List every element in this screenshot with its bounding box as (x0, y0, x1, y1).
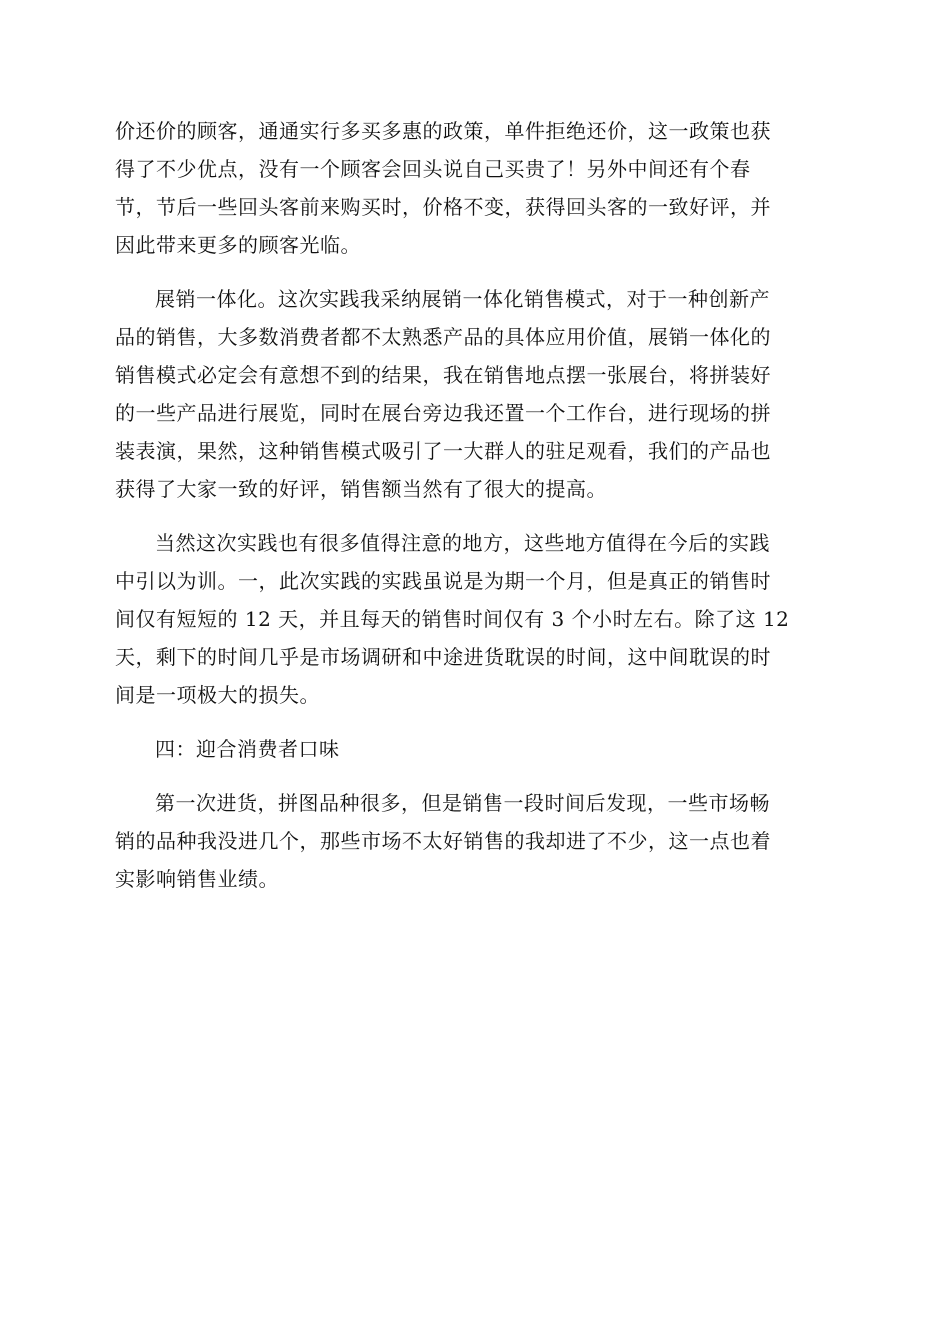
text-line: 展销一体化。这次实践我采纳展销一体化销售模式，对于一种创新产 (155, 287, 770, 311)
text-line: 中引以为训。一，此次实践的实践虽说是为期一个月，但是真正的销售时 (115, 569, 771, 593)
text-line: 价还价的顾客，通通实行多买多惠的政策，单件拒绝还价，这一政策也获 (115, 119, 771, 143)
text-line: 得了不少优点，没有一个顾客会回头说自己买贵了！另外中间还有个春 (115, 157, 751, 181)
paragraph-gap (115, 264, 835, 280)
text-line: 第一次进货，拼图品种很多，但是销售一段时间后发现，一些市场畅 (155, 791, 770, 815)
paragraph-gap (115, 714, 835, 730)
paragraph-pricing-policy (115, 112, 835, 264)
text-line: 装表演，果然，这种销售模式吸引了一大群人的驻足观看，我们的产品也 (115, 439, 771, 463)
text-line: 销售模式必定会有意想不到的结果，我在销售地点摆一张展台，将拼装好 (115, 363, 771, 387)
text-line: 间仅有短短的 12 天，并且每天的销售时间仅有 3 个小时左右。除了这 12 (115, 607, 790, 631)
text-line: 因此带来更多的顾客光临。 (115, 233, 361, 257)
paragraph-exhibition-sales (115, 280, 835, 508)
text-line: 节，节后一些回头客前来购买时，价格不变，获得回头客的一致好评，并 (115, 195, 771, 219)
document-body (115, 112, 835, 898)
section-heading-consumer-taste (115, 730, 835, 768)
paragraph-gap (115, 768, 835, 784)
text-line: 天，剩下的时间几乎是市场调研和中途进货耽误的时间，这中间耽误的时 (115, 645, 771, 669)
text-line: 的一些产品进行展览，同时在展台旁边我还置一个工作台，进行现场的拼 (115, 401, 771, 425)
paragraph-lessons-learned (115, 524, 835, 714)
text-line: 间是一项极大的损失。 (115, 683, 320, 707)
text-line: 品的销售，大多数消费者都不太熟悉产品的具体应用价值，展销一体化的 (115, 325, 771, 349)
text-line: 四：迎合消费者口味 (155, 737, 340, 761)
paragraph-first-stock (115, 784, 835, 898)
text-line: 获得了大家一致的好评，销售额当然有了很大的提高。 (115, 477, 607, 501)
paragraph-gap (115, 508, 835, 524)
text-line: 实影响销售业绩。 (115, 867, 279, 891)
text-line: 销的品种我没进几个，那些市场不太好销售的我却进了不少，这一点也着 (115, 829, 771, 853)
text-line: 当然这次实践也有很多值得注意的地方，这些地方值得在今后的实践 (155, 531, 770, 555)
